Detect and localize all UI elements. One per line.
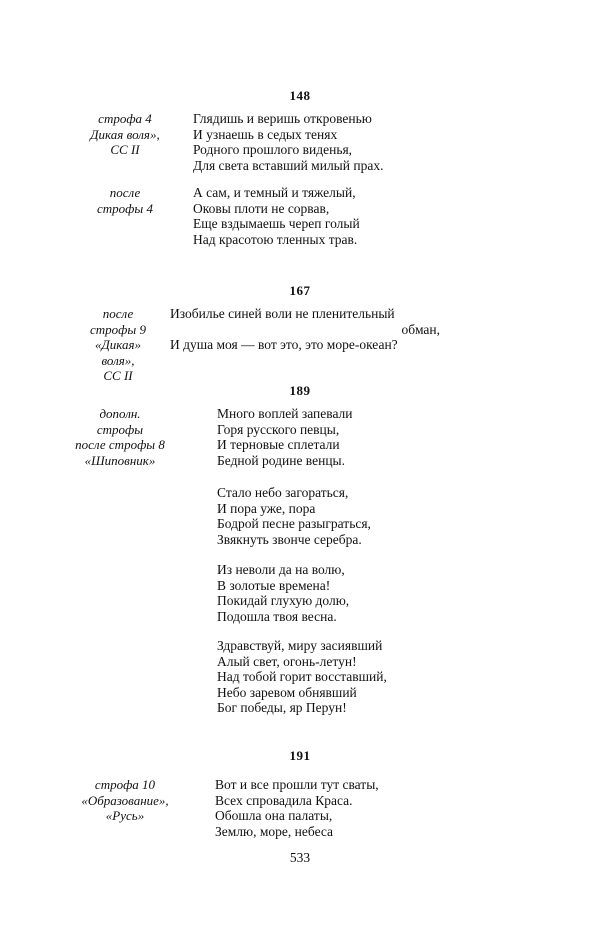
section-number: 189: [289, 383, 311, 398]
note-line: Дикая воля»,: [90, 126, 160, 142]
verse-line: Подошла твоя весна.: [217, 608, 337, 624]
section-number: 148: [289, 88, 311, 103]
verse-line: Небо заревом обнявший: [217, 684, 357, 700]
stanza: [217, 485, 371, 547]
verse-line: Много воплей запевали: [217, 406, 353, 421]
verse-line: Бодрой песне разыграться,: [217, 516, 371, 531]
note-line: строфы 9: [90, 321, 146, 337]
note-line: строфа 10: [94, 777, 156, 792]
verse-line: Изобилье синей воли не пленительный: [170, 306, 395, 321]
verse-line: Над тобой горит восставший,: [217, 669, 387, 684]
stanza: [170, 306, 440, 353]
verse-line: Всех спровадила Краса.: [215, 792, 353, 808]
note-line: «Русь»: [105, 808, 145, 823]
stanza: [193, 111, 383, 173]
note-line: строфа 4: [98, 111, 152, 126]
verse-line: И пора уже, пора: [217, 500, 316, 516]
page-number: 533: [289, 850, 311, 865]
verse-line: Здравствуй, миру засиявший: [217, 638, 383, 653]
stanza: [217, 406, 353, 468]
verse-line: Горя русского певцы,: [217, 421, 340, 437]
note-line: СС II: [110, 142, 140, 157]
verse-line: Алый свет, огонь-летун!: [217, 653, 357, 669]
note-line: после: [109, 185, 141, 200]
margin-note: [55, 406, 185, 468]
verse-line: Покидай глухую долю,: [217, 593, 350, 608]
stanza: [217, 562, 349, 624]
verse-line: А сам, и темный и тяжелый,: [193, 185, 356, 200]
stanza: [215, 777, 379, 839]
margin-note: [78, 306, 158, 384]
margin-note: [70, 111, 180, 158]
note-line: после строфы 8: [75, 437, 165, 452]
verse-line: Бог победы, яр Перун!: [217, 700, 347, 715]
section-number: 191: [289, 748, 311, 763]
margin-note: [60, 777, 190, 824]
verse-line: Из неволи да на волю,: [217, 562, 345, 577]
margin-note: [70, 185, 180, 216]
verse-line: Бедной родине венцы.: [217, 452, 345, 468]
verse-line: Землю, море, небеса: [215, 823, 334, 839]
verse-line: Вот и все прошли тут сваты,: [215, 777, 379, 792]
verse-line: Для света вставший милый прах.: [193, 157, 384, 173]
verse-line: В золотые времена!: [217, 577, 331, 593]
note-line: «Дикая»: [94, 337, 142, 352]
verse-line: Обошла она палаты,: [215, 808, 333, 823]
verse-line: Оковы плоти не сорвав,: [193, 200, 330, 216]
note-line: «Образование»,: [81, 792, 169, 808]
note-line: строфы 4: [97, 200, 153, 216]
note-line: «Шиповник»: [84, 452, 156, 468]
note-line: дополн.: [99, 406, 141, 421]
note-line: воля»,: [101, 352, 135, 368]
stanza: [217, 638, 387, 716]
verse-line: И узнаешь в седых тенях: [193, 126, 338, 142]
verse-line: И душа моя — вот это, это море-океан?: [170, 337, 398, 352]
stanza: [193, 185, 360, 247]
verse-line: И терновые сплетали: [217, 437, 340, 452]
note-line: СС II: [103, 368, 133, 383]
verse-line: Звякнуть звонче серебра.: [217, 531, 362, 547]
verse-line: Еще вздымаешь череп голый: [193, 216, 360, 231]
verse-line: Стало небо загораться,: [217, 485, 349, 500]
verse-line: Над красотою тленных трав.: [193, 231, 358, 247]
note-line: строфы: [96, 421, 144, 437]
verse-line: обман,: [401, 321, 440, 337]
verse-line: Глядишь и веришь откровенью: [193, 111, 372, 126]
verse-line: Родного прошлого виденья,: [193, 142, 353, 157]
note-line: после: [102, 306, 134, 321]
section-number: 167: [289, 283, 311, 298]
